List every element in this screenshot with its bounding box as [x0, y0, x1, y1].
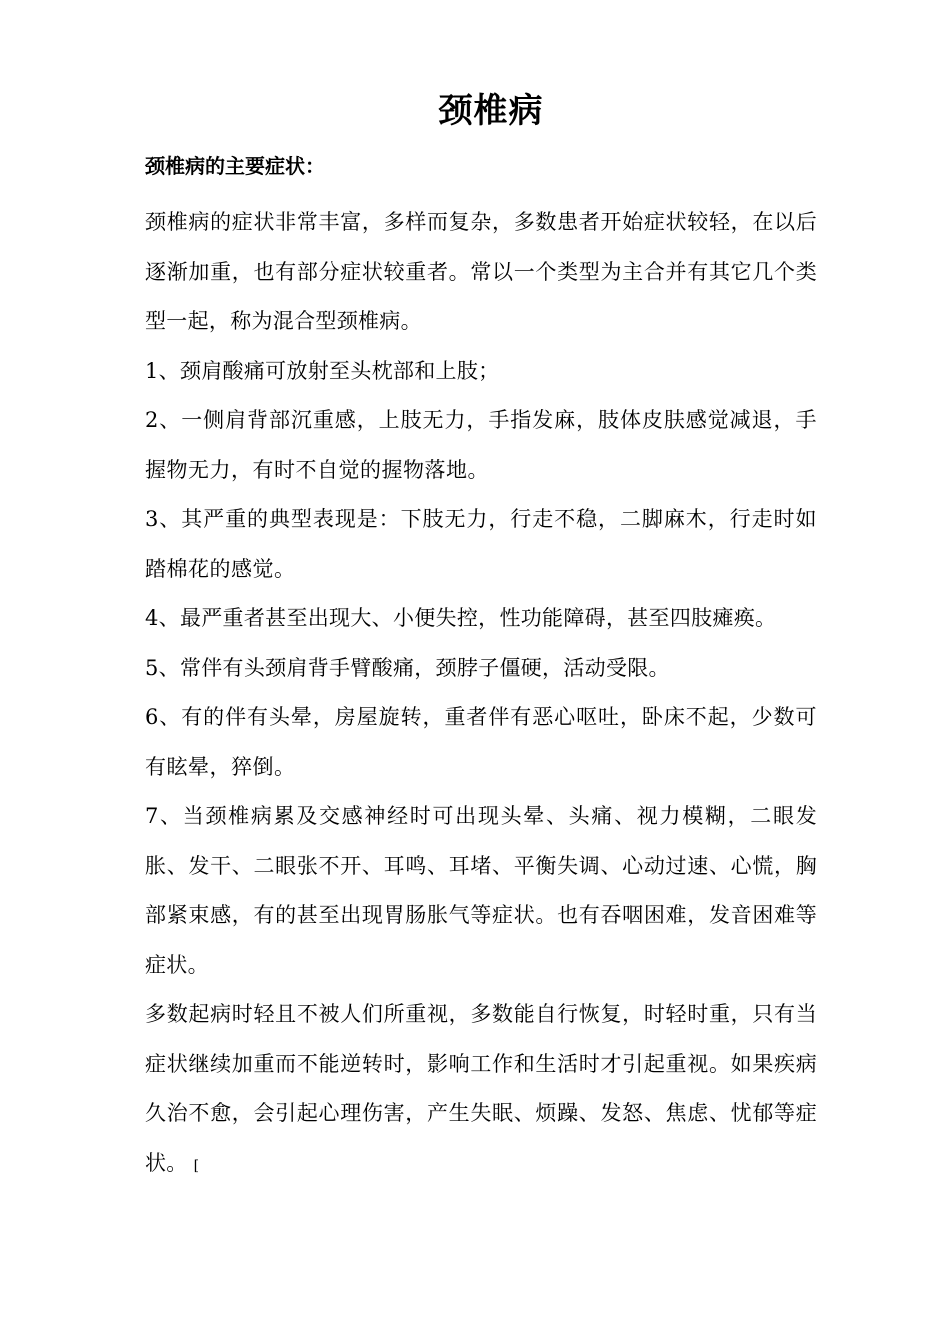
symptom-item-1: 1、颈肩酸痛可放射至头枕部和上肢；	[145, 358, 500, 383]
closing-text: 多数起病时轻且不被人们所重视，多数能自行恢复，时轻时重，只有当症状继续加重而不能逆转时，影响工作和生活时才引起重视。如果疾病久治不愈，会引起心理伤害，产生失眠、烦躁、发怒、焦虑、忧郁等症状。	[145, 1002, 817, 1175]
section-heading: 颈椎病的主要症状：	[145, 154, 325, 178]
symptom-item-5: 5、常伴有头颈肩背手臂酸痛，颈脖子僵硬，活动受限。	[145, 655, 670, 680]
intro-paragraph: 颈椎病的症状非常丰富，多样而复杂，多数患者开始症状较轻，在以后逐渐加重，也有部分症状较重者。常以一个类型为主合并有其它几个类型一起，称为混合型颈椎病。	[145, 210, 817, 333]
end-mark: [	[193, 1157, 200, 1174]
symptom-item-6: 6、有的伴有头晕，房屋旋转，重者伴有恶心呕吐，卧床不起，少数可有眩晕，猝倒。	[145, 705, 817, 779]
closing-paragraph	[145, 990, 817, 1191]
document-title: 颈椎病	[438, 91, 544, 131]
document-page	[145, 82, 817, 1191]
symptom-item-2: 2、一侧肩背部沉重感，上肢无力，手指发麻，肢体皮肤感觉减退，手握物无力，有时不自觉的握物落地。	[145, 408, 817, 482]
symptom-item-3: 3、其严重的典型表现是：下肢无力，行走不稳，二脚麻木，行走时如踏棉花的感觉。	[145, 507, 817, 581]
symptom-item-4: 4、最严重者甚至出现大、小便失控，性功能障碍，甚至四肢瘫痪。	[145, 606, 777, 630]
symptom-item-7: 7、当颈椎病累及交感神经时可出现头晕、头痛、视力模糊，二眼发胀、发干、二眼张不开、耳鸣、耳堵、平衡失调、心动过速、心慌，胸部紧束感，有的甚至出现胃肠胀气等症状。也有吞咽困难，发音困难等症状。	[145, 804, 817, 977]
